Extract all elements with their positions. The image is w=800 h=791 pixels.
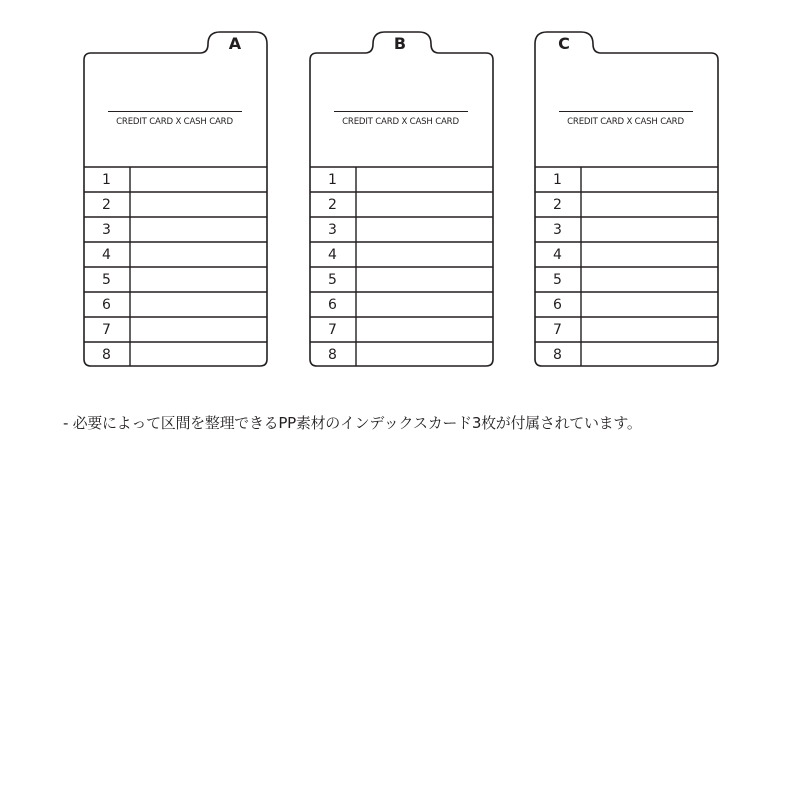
row-number: 2 <box>102 197 111 213</box>
index-card-a <box>83 30 270 367</box>
card-c-row <box>534 192 717 217</box>
card-a-row <box>83 267 266 292</box>
card-b-row <box>309 292 492 317</box>
row-number: 1 <box>328 172 337 188</box>
card-c-title-rule <box>559 111 693 112</box>
card-c-row <box>534 217 717 242</box>
row-number: 4 <box>328 247 337 263</box>
card-b-tab-letter: B <box>393 34 407 53</box>
card-a-rows <box>83 167 266 367</box>
row-number: 5 <box>553 272 562 288</box>
row-number: 2 <box>553 197 562 213</box>
row-number: 1 <box>102 172 111 188</box>
card-c-row <box>534 242 717 267</box>
card-a-row <box>83 292 266 317</box>
row-number: 2 <box>328 197 337 213</box>
card-b-row <box>309 317 492 342</box>
card-c-tab-letter: C <box>558 34 570 53</box>
row-number: 6 <box>102 297 111 313</box>
row-number: 6 <box>328 297 337 313</box>
card-b-row <box>309 167 492 192</box>
row-number: 7 <box>553 322 562 338</box>
card-c-row <box>534 167 717 192</box>
row-number: 8 <box>553 347 562 363</box>
row-number: 3 <box>102 222 111 238</box>
card-c-title: CREDIT CARD X CASH CARD <box>567 117 684 127</box>
card-a-title: CREDIT CARD X CASH CARD <box>116 117 233 127</box>
card-a-title-rule <box>108 111 242 112</box>
row-number: 4 <box>102 247 111 263</box>
row-number: 5 <box>328 272 337 288</box>
card-b-rows <box>309 167 492 367</box>
card-b-row <box>309 267 492 292</box>
row-number: 6 <box>553 297 562 313</box>
caption-text: - 必要によって区間を整理できるPP素材のインデックスカード3枚が付属されています。 <box>63 414 642 432</box>
card-a-tab-letter: A <box>228 34 242 53</box>
row-number: 7 <box>102 322 111 338</box>
row-number: 8 <box>328 347 337 363</box>
card-a-row <box>83 242 266 267</box>
card-a-row <box>83 167 266 192</box>
card-c-row <box>534 342 717 367</box>
index-card-c <box>534 30 721 367</box>
row-number: 3 <box>328 222 337 238</box>
card-a-row <box>83 342 266 367</box>
card-b-row <box>309 242 492 267</box>
card-a-row <box>83 317 266 342</box>
card-b-row <box>309 192 492 217</box>
card-c-row <box>534 317 717 342</box>
row-number: 7 <box>328 322 337 338</box>
row-number: 5 <box>102 272 111 288</box>
card-b-title: CREDIT CARD X CASH CARD <box>342 117 459 127</box>
card-b-title-rule <box>334 111 468 112</box>
row-number: 8 <box>102 347 111 363</box>
index-card-b <box>309 30 496 367</box>
card-c-row <box>534 267 717 292</box>
card-a-row <box>83 192 266 217</box>
card-b-row <box>309 217 492 242</box>
row-number: 3 <box>553 222 562 238</box>
card-c-row <box>534 292 717 317</box>
row-number: 1 <box>553 172 562 188</box>
card-c-rows <box>534 167 717 367</box>
row-number: 4 <box>553 247 562 263</box>
card-a-row <box>83 217 266 242</box>
card-b-row <box>309 342 492 367</box>
